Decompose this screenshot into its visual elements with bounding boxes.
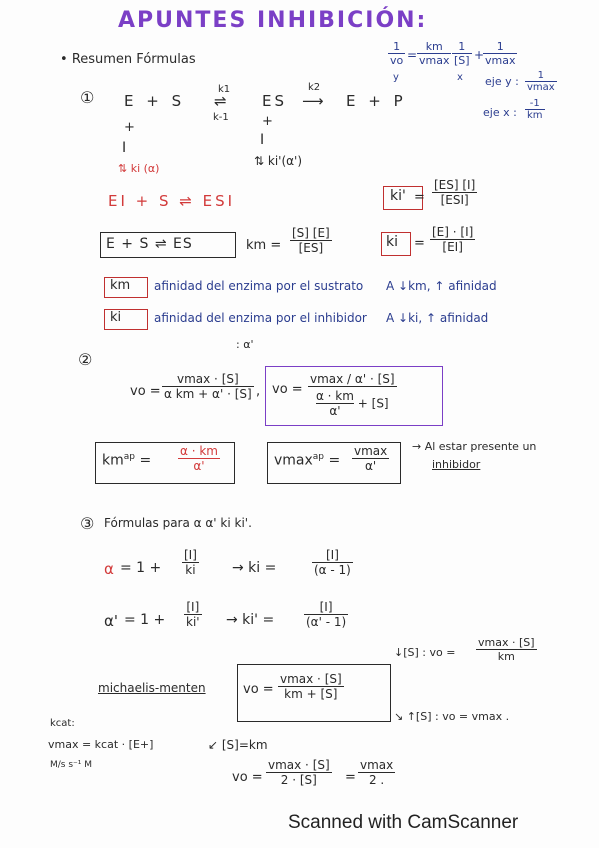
vmax-apparent-fraction: vmax α'	[354, 444, 388, 473]
mm-fraction: vmax · [S] km + [S]	[280, 672, 342, 701]
vo-comma: ,	[256, 384, 261, 399]
eje-x-label: eje x :	[483, 106, 517, 119]
half-result-fraction: vmax 2 .	[360, 758, 394, 787]
alpha-fraction: $\frac{[I]}{ki}$	[184, 548, 197, 577]
eje-x-fraction: $\frac{-1}{km}$	[527, 98, 543, 121]
half-vo-label: vo =	[232, 770, 263, 785]
section-2-number: ②	[78, 350, 93, 369]
alpha-symbol: α	[104, 560, 114, 578]
ki-definition: afinidad del enzima por el inhibidor	[154, 311, 367, 325]
alpha-prime-fraction: $\frac{[I]}{ki'}$	[186, 600, 200, 629]
kip-from-alpha-fraction: $\frac{[I]}{(\alpha' - 1)}$	[306, 600, 347, 629]
lb-equals: =	[407, 48, 418, 62]
vo-label: vo =	[130, 384, 161, 399]
half-fraction: vmax · [S] 2 · [S]	[268, 758, 330, 787]
ki-alpha-label: ⇅ ki (α)	[118, 162, 160, 175]
low-substrate-label: ↓[S] : vo =	[394, 646, 456, 659]
km-equals-label: km =	[246, 238, 282, 253]
lb-plus: +	[474, 48, 485, 62]
kip-equals: =	[414, 190, 425, 205]
kip-fraction: [ES] [I] [ESI]	[434, 178, 476, 207]
reaction-e-s: E + S	[124, 92, 186, 110]
ki-from-alpha-fraction: $\frac{[I]}{(\alpha - 1)}$	[314, 548, 351, 577]
lb-x-label: x	[457, 72, 463, 83]
alpha-prime-equals: = 1 +	[124, 612, 166, 628]
ei-equilibrium: EI + S ⇌ ESI	[108, 192, 236, 210]
reaction-products: E + P	[346, 92, 407, 110]
equilibrium-arrow-icon: ⇌	[214, 92, 227, 110]
ki-fraction: $\frac{[E] \cdot [I]}{[EI]}$	[432, 225, 474, 254]
section-3-heading: Fórmulas para α α' ki ki'.	[104, 516, 252, 530]
km-definition: afinidad del enzima por el sustrato	[154, 279, 364, 293]
vo2-label: vo =	[272, 382, 303, 397]
vo2-inner-fraction: $\frac{\alpha \cdot km}{\alpha'}$	[315, 389, 354, 418]
kip-label: ki'	[390, 188, 406, 204]
low-substrate-fraction: vmax · [S] km	[478, 636, 535, 663]
ki-def-label: ki	[110, 310, 122, 325]
k2-label: k2	[308, 82, 321, 93]
km-affinity-note: A ↓km, ↑ afinidad	[386, 279, 497, 293]
bullet-icon: •	[60, 52, 72, 67]
es-equilibrium: E + S ⇌ ES	[106, 236, 193, 252]
vo-fraction: vmax · [S] α km + α' · [S]	[164, 372, 252, 401]
km-fraction: $\frac{[S] [E]}{[ES]}$	[292, 226, 330, 255]
lb-s-fraction: $\frac{1}{[S]}$	[454, 40, 470, 67]
ki-label: ki	[386, 234, 398, 250]
s-equals-km: ↙ [S]=km	[208, 738, 268, 752]
page-title: APUNTES INHIBICIÓN:	[118, 8, 428, 33]
inhibitor-1: I	[122, 140, 127, 156]
ki-affinity-note: A ↓ki, ↑ afinidad	[386, 311, 489, 325]
lb-km-fraction: km vmax	[419, 40, 450, 67]
alpha-prime-to-kip: → ki' =	[226, 612, 275, 628]
half-equals: =	[345, 770, 356, 785]
eje-y-label: eje y :	[485, 75, 519, 88]
alpha-equals: = 1 +	[120, 560, 162, 576]
km-apparent-label: $km^{ap}$ =	[102, 452, 152, 469]
section-3-number: ③	[80, 514, 95, 533]
vo2-fraction: vmax / α' · [S] $\frac{\alpha \cdot km}{\alpha'}$ + [S]	[310, 372, 395, 418]
lb-y-label: y	[393, 72, 399, 83]
mm-vo-label: vo =	[243, 682, 274, 697]
vmax-kcat-equation: vmax = kcat · [E+]	[48, 738, 154, 751]
section-1-number: ①	[80, 88, 95, 107]
eje-y-fraction: 1 vmax	[527, 70, 555, 93]
reaction-es: ES	[262, 92, 287, 110]
plus-1: +	[124, 120, 135, 135]
resumen-label: Resumen Fórmulas	[71, 52, 196, 67]
k1-label: k1	[218, 84, 231, 95]
vmax-apparent-label: vmax$^{ap}$ =	[274, 452, 341, 469]
inhibitor-note-line1: → Al estar presente un	[412, 440, 537, 453]
inhibitor-note-line2: inhibidor	[432, 458, 481, 471]
km-def-label: km	[110, 278, 131, 293]
plus-2: +	[262, 114, 273, 129]
alpha-to-ki: → ki =	[232, 560, 277, 576]
kcat-label: kcat:	[50, 718, 75, 729]
alpha-prime-symbol: α'	[104, 612, 119, 630]
km-apparent-fraction: $\frac{\alpha \cdot km}{\alpha'}$	[180, 444, 218, 473]
high-substrate-label: ↘ ↑[S] : vo = vmax .	[394, 710, 510, 723]
k-1-label: k-1	[213, 112, 229, 123]
alpha-prime-note: : α'	[236, 338, 254, 351]
ki-equals: =	[414, 236, 425, 251]
lb-lhs-fraction: $\frac{1}{vo}$	[390, 40, 404, 67]
resumen-heading	[60, 52, 196, 67]
kip-alpha-label: ⇅ ki'(α')	[254, 154, 303, 168]
lb-inv-fraction: 1 vmax	[485, 40, 516, 67]
inhibitor-2: I	[260, 132, 265, 148]
units-row: M/s s⁻¹ M	[50, 760, 93, 770]
camscanner-watermark: Scanned with CamScanner	[288, 812, 519, 833]
michaelis-menten-label: michaelis-menten	[98, 681, 206, 695]
forward-arrow-icon: ⟶	[302, 92, 324, 110]
